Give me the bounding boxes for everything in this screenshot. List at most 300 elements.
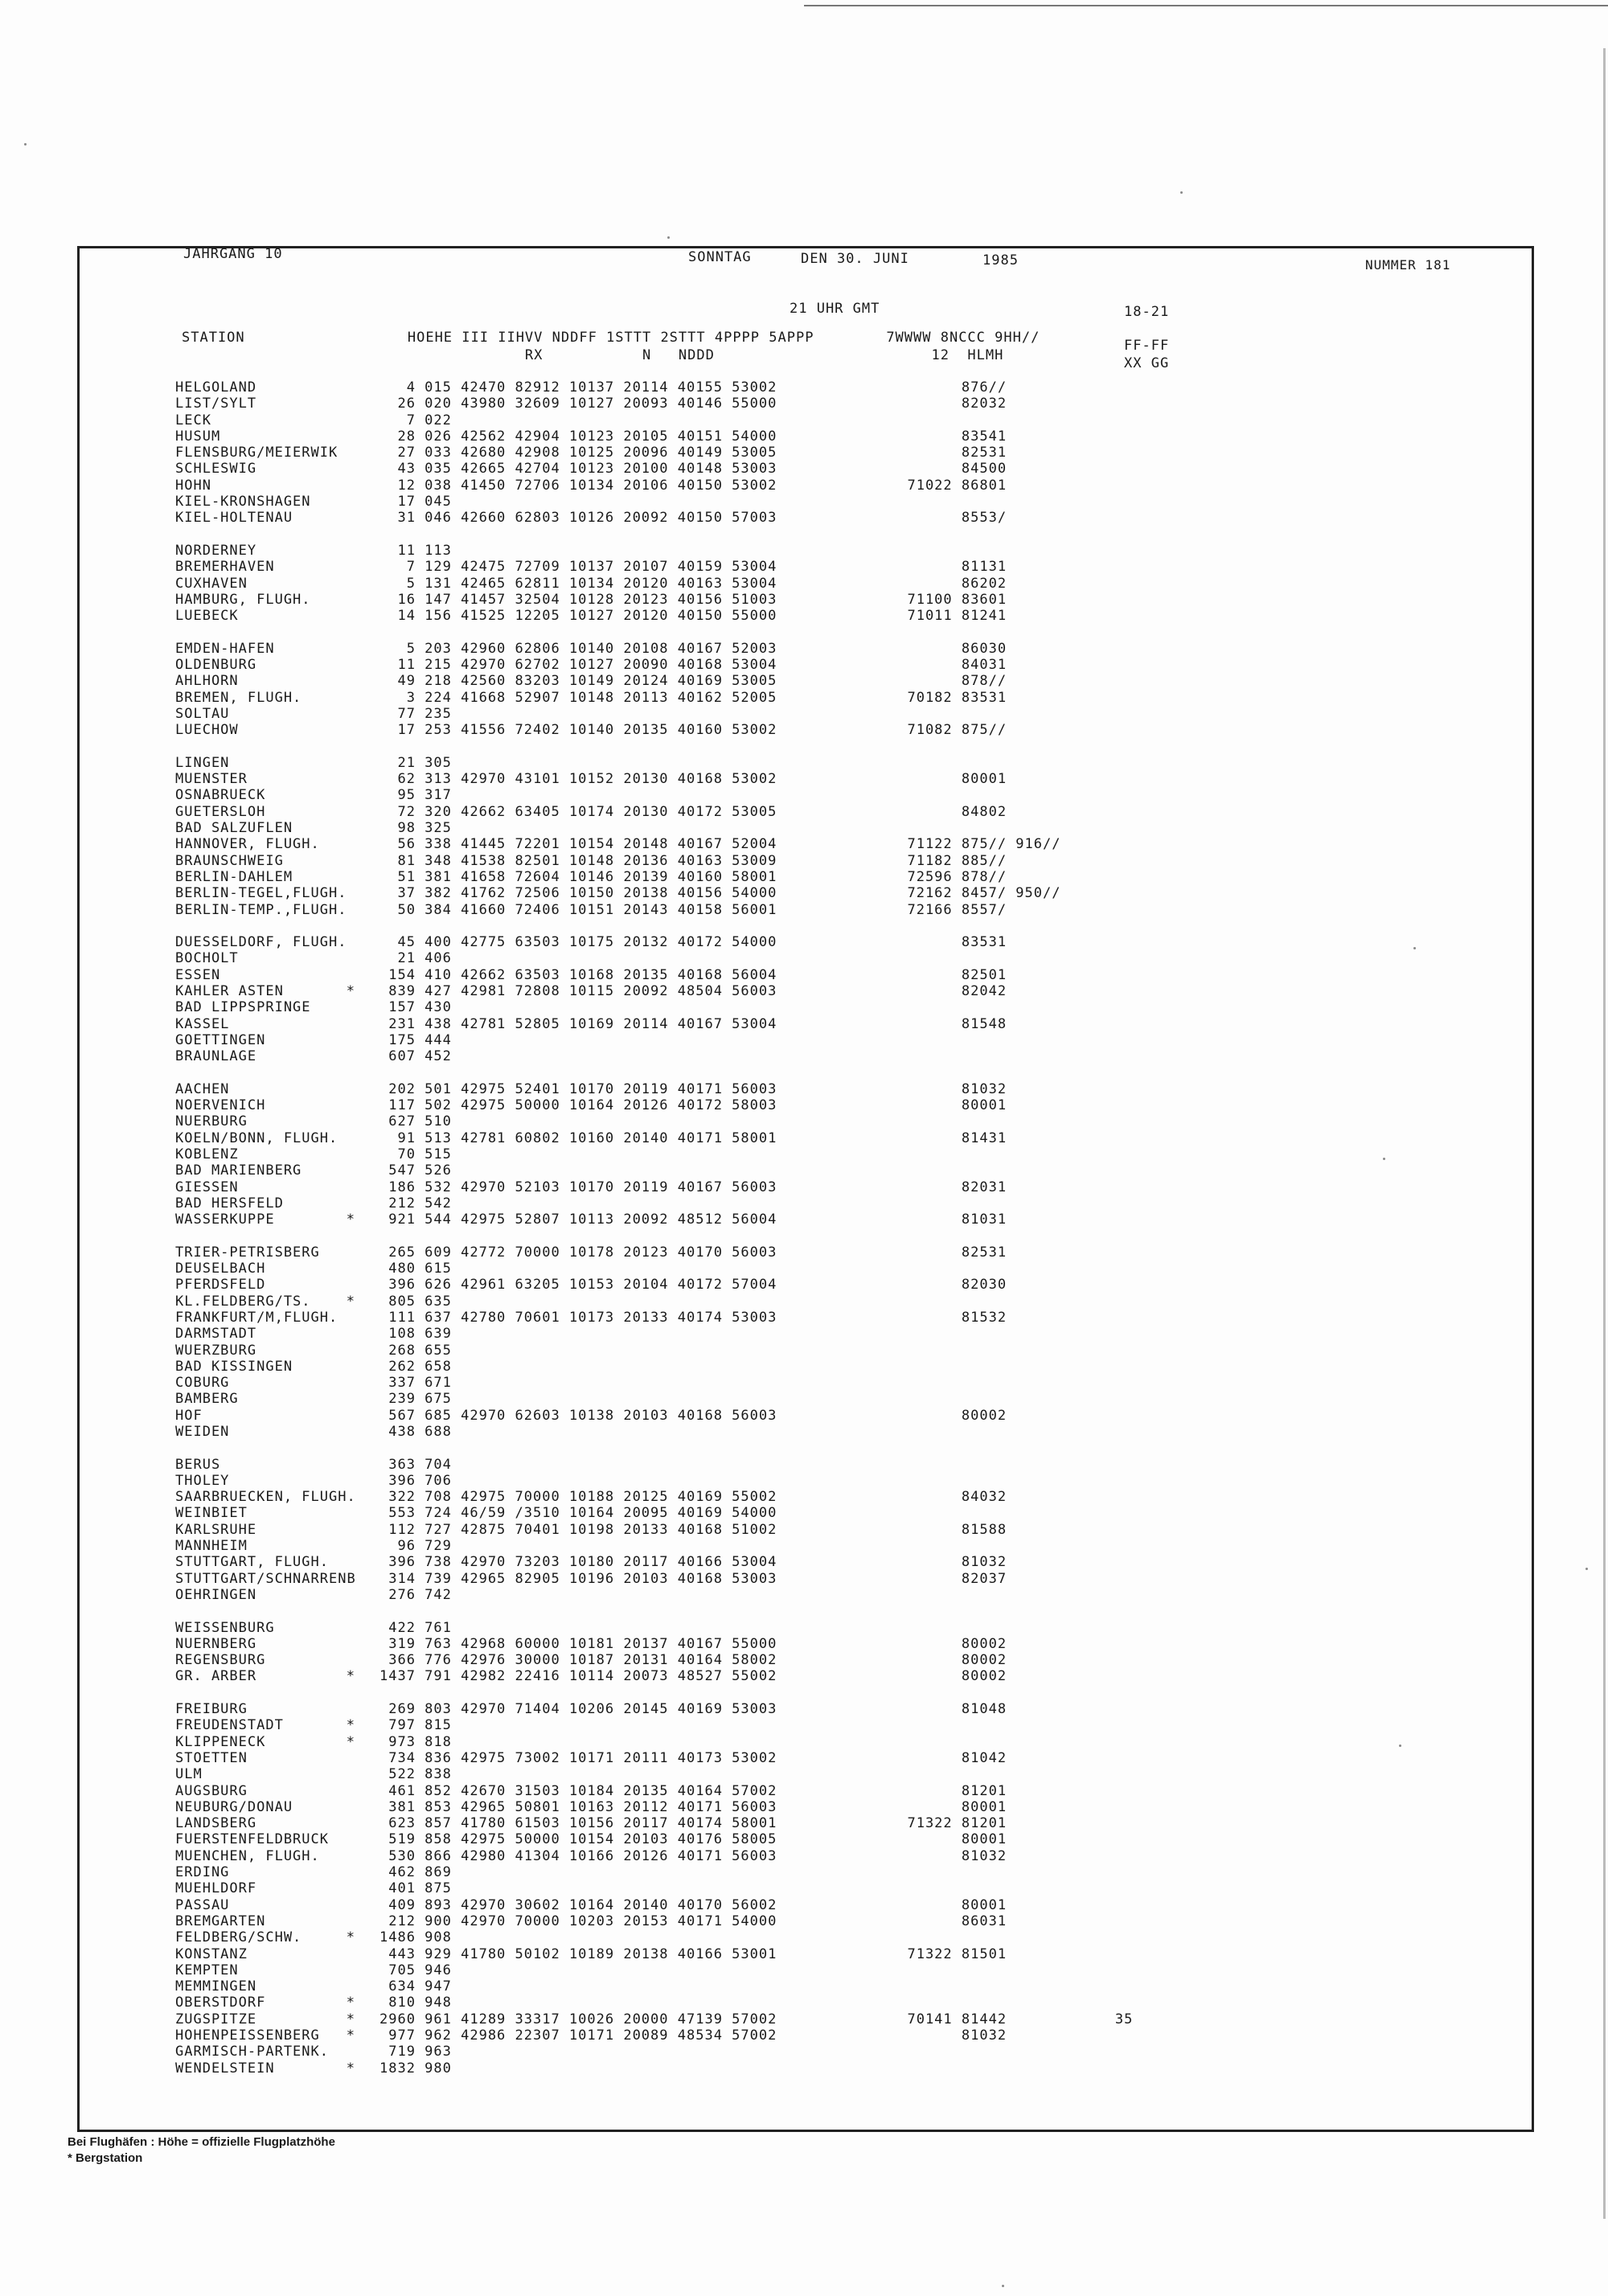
table-row	[175, 1897, 1462, 1913]
table-row	[175, 1113, 1462, 1130]
synop-code-groups: 5 131 42465 62811 10134 20120 40163 53004	[379, 575, 777, 592]
weekday-label: SONNTAG	[688, 249, 752, 265]
mountain-station-marker: *	[346, 2027, 355, 2044]
station-name: KONSTANZ	[175, 1945, 248, 1962]
station-name: WEISSENBURG	[175, 1619, 275, 1636]
synop-code-groups: 805 635	[379, 1293, 452, 1310]
station-name: FREUDENSTADT	[175, 1717, 284, 1734]
station-name: CUXHAVEN	[175, 575, 248, 592]
synop-code-groups: 2960 961 41289 33317 10026 20000 47139 57002	[379, 2011, 777, 2027]
station-name: MEMMINGEN	[175, 1978, 257, 1995]
station-name: HOF	[175, 1407, 203, 1424]
table-row	[175, 428, 1462, 445]
station-name: DUESSELDORF, FLUGH.	[175, 934, 347, 951]
supplementary-groups: 83541	[889, 428, 1007, 445]
period-label: 18-21	[1124, 304, 1170, 320]
supplementary-groups: 8553/	[889, 510, 1007, 527]
synop-code-groups: 7 022	[379, 412, 452, 428]
table-row	[175, 1424, 1462, 1440]
station-name: AACHEN	[175, 1080, 230, 1097]
station-name: FELDBERG/SCHW.	[175, 1929, 302, 1946]
station-name: BAMBERG	[175, 1391, 239, 1408]
synop-code-groups: 45 400 42775 63503 10175 20132 40172 54000	[379, 934, 777, 951]
synop-code-groups: 634 947	[379, 1978, 452, 1995]
supplementary-groups: 70141 81442 35	[889, 2011, 1134, 2027]
station-name: REGENSBURG	[175, 1652, 266, 1669]
station-name: BAD HERSFELD	[175, 1195, 284, 1212]
synop-code-groups: 77 235	[379, 705, 452, 722]
station-name: LUEBECK	[175, 608, 239, 625]
table-row	[175, 690, 1462, 706]
table-row	[175, 1734, 1462, 1750]
table-row	[175, 1864, 1462, 1880]
table-row	[175, 1913, 1462, 1929]
station-name: BREMGARTEN	[175, 1913, 266, 1929]
supplementary-groups: 81131	[889, 559, 1007, 576]
table-row	[175, 478, 1462, 494]
table-row	[175, 1554, 1462, 1570]
table-row	[175, 1522, 1462, 1538]
synop-code-groups: 108 639	[379, 1326, 452, 1343]
table-row	[175, 999, 1462, 1015]
synop-code-groups: 16 147 41457 32504 10128 20123 40156 51003	[379, 591, 777, 608]
synop-code-groups: 1486 908	[379, 1929, 452, 1946]
station-name: HELGOLAND	[175, 379, 257, 396]
synop-code-groups: 268 655	[379, 1342, 452, 1359]
table-row	[175, 1343, 1462, 1359]
station-name: PFERDSFELD	[175, 1277, 266, 1294]
table-row	[175, 1326, 1462, 1342]
synop-code-groups: 363 704	[379, 1456, 452, 1473]
supplementary-groups: 83531	[889, 934, 1007, 951]
group-separator	[175, 1603, 1462, 1619]
supplementary-groups: 81032	[889, 1847, 1007, 1864]
table-row	[175, 820, 1462, 836]
table-row	[175, 1701, 1462, 1717]
supplementary-groups: 81048	[889, 1701, 1007, 1718]
station-name: HOHENPEISSENBERG	[175, 2027, 320, 2044]
scan-speck	[1585, 1568, 1588, 1570]
supplementary-groups: 81032	[889, 2027, 1007, 2044]
station-name: EMDEN-HAFEN	[175, 640, 275, 657]
station-name: NOERVENICH	[175, 1097, 266, 1114]
table-row	[175, 396, 1462, 412]
synop-code-groups: 72 320 42662 63405 10174 20130 40172 53005	[379, 803, 777, 820]
synop-code-groups: 461 852 42670 31503 10184 20135 40164 57002	[379, 1782, 777, 1799]
table-row	[175, 706, 1462, 722]
synop-code-groups: 797 815	[379, 1717, 452, 1734]
supplementary-groups: 81532	[889, 1309, 1007, 1326]
column-header-right-1: FF-FF	[1124, 338, 1170, 354]
supplementary-groups: 80001	[889, 771, 1007, 788]
supplementary-groups: 71082 875//	[889, 722, 1007, 739]
station-name: FUERSTENFELDBRUCK	[175, 1831, 329, 1848]
synop-code-groups: 314 739 42965 82905 10196 20103 40168 53003	[379, 1570, 777, 1587]
table-row	[175, 771, 1462, 787]
table-row	[175, 1097, 1462, 1113]
synop-code-groups: 5 203 42960 62806 10140 20108 40167 52003	[379, 640, 777, 657]
station-name: HUSUM	[175, 428, 221, 445]
mountain-station-marker: *	[346, 1733, 355, 1750]
station-name: BRAUNLAGE	[175, 1048, 257, 1065]
station-name: BERLIN-TEGEL,FLUGH.	[175, 885, 347, 902]
mountain-station-marker: *	[346, 1293, 355, 1310]
synop-code-groups: 3 224 41668 52907 10148 20113 40162 52005	[379, 689, 777, 706]
synop-code-groups: 973 818	[379, 1733, 452, 1750]
supplementary-groups: 80002	[889, 1635, 1007, 1652]
supplementary-groups: 84032	[889, 1489, 1007, 1506]
synop-code-groups: 31 046 42660 62803 10126 20092 40150 57003	[379, 510, 777, 527]
supplementary-groups: 80002	[889, 1407, 1007, 1424]
station-name: MANNHEIM	[175, 1538, 248, 1555]
table-row	[175, 1146, 1462, 1162]
station-name: NUERNBERG	[175, 1635, 257, 1652]
supplementary-groups: 82037	[889, 1570, 1007, 1587]
station-name: LECK	[175, 412, 211, 428]
station-name: BAD MARIENBERG	[175, 1162, 302, 1179]
scan-speck	[1399, 1745, 1401, 1747]
synop-code-groups: 839 427 42981 72808 10115 20092 48504 56003	[379, 982, 777, 999]
synop-code-groups: 443 929 41780 50102 10189 20138 40166 53001	[379, 1945, 777, 1962]
table-row	[175, 1717, 1462, 1733]
station-name: STOETTEN	[175, 1749, 248, 1766]
station-name: BAD LIPPSPRINGE	[175, 999, 311, 1016]
table-row	[175, 1929, 1462, 1945]
station-name: KIEL-KRONSHAGEN	[175, 494, 311, 510]
synop-code-groups: 553 724 46/59 /3510 10164 20095 40169 54000	[379, 1505, 777, 1522]
supplementary-groups: 71100 83601	[889, 591, 1007, 608]
table-row	[175, 1391, 1462, 1407]
synop-code-groups: 7 129 42475 72709 10137 20107 40159 53004	[379, 559, 777, 576]
station-name: MUENSTER	[175, 771, 248, 788]
synop-code-groups: 212 900 42970 70000 10203 20153 40171 54000	[379, 1913, 777, 1929]
supplementary-groups: 82531	[889, 1244, 1007, 1261]
station-name: WENDELSTEIN	[175, 2060, 275, 2077]
table-row	[175, 1130, 1462, 1146]
synop-code-groups: 1832 980	[379, 2060, 452, 2077]
table-row	[175, 559, 1462, 575]
synop-code-groups: 154 410 42662 63503 10168 20135 40168 56004	[379, 966, 777, 983]
synop-code-groups: 262 658	[379, 1358, 452, 1375]
station-name: KASSEL	[175, 1015, 230, 1032]
station-name: GOETTINGEN	[175, 1031, 266, 1048]
synop-code-groups: 422 761	[379, 1619, 452, 1636]
synop-code-groups: 810 948	[379, 1995, 452, 2011]
station-name: ZUGSPITZE	[175, 2011, 257, 2027]
supplementary-groups: 71182 885//	[889, 852, 1007, 869]
synop-code-groups: 81 348 41538 82501 10148 20136 40163 53009	[379, 852, 777, 869]
station-name: BERUS	[175, 1456, 221, 1473]
table-row	[175, 1880, 1462, 1896]
synop-code-groups: 96 729	[379, 1538, 452, 1555]
synop-code-groups: 21 406	[379, 950, 452, 967]
synop-code-groups: 62 313 42970 43101 10152 20130 40168 53002	[379, 771, 777, 788]
table-row	[175, 1489, 1462, 1505]
station-name: MUEHLDORF	[175, 1880, 257, 1897]
station-name: LUECHOW	[175, 722, 239, 739]
station-name: GR. ARBER	[175, 1668, 257, 1685]
station-name: TRIER-PETRISBERG	[175, 1244, 320, 1261]
synop-code-groups: 567 685 42970 62603 10138 20103 40168 56003	[379, 1407, 777, 1424]
supplementary-groups: 71011 81241	[889, 608, 1007, 625]
table-row	[175, 755, 1462, 771]
scan-speck	[667, 236, 670, 239]
synop-code-groups: 14 156 41525 12205 10127 20120 40150 55000	[379, 608, 777, 625]
station-table-body	[175, 379, 1462, 2077]
station-name: NORDERNEY	[175, 542, 257, 559]
supplementary-groups: 86030	[889, 640, 1007, 657]
synop-code-groups: 95 317	[379, 787, 452, 804]
station-name: KOBLENZ	[175, 1146, 239, 1162]
table-row	[175, 2011, 1462, 2027]
synop-code-groups: 519 858 42975 50000 10154 20103 40176 58005	[379, 1831, 777, 1848]
table-row	[175, 869, 1462, 885]
table-row	[175, 787, 1462, 803]
station-name: FREIBURG	[175, 1701, 248, 1718]
synop-code-groups: 111 637 42780 70601 10173 20133 40174 53003	[379, 1309, 777, 1326]
synop-code-groups: 381 853 42965 50801 10163 20112 40171 56003	[379, 1798, 777, 1815]
supplementary-groups: 80001	[889, 1798, 1007, 1815]
synop-code-groups: 28 026 42562 42904 10123 20105 40151 54000	[379, 428, 777, 445]
station-name: GUETERSLOH	[175, 803, 266, 820]
synop-code-groups: 396 626 42961 63205 10153 20104 40172 57004	[379, 1277, 777, 1294]
table-row	[175, 641, 1462, 657]
synop-code-groups: 522 838	[379, 1766, 452, 1783]
table-row	[175, 1750, 1462, 1766]
synop-code-groups: 627 510	[379, 1113, 452, 1130]
supplementary-groups: 71322 81501	[889, 1945, 1007, 1962]
supplementary-groups: 876//	[889, 379, 1007, 396]
synop-code-groups: 11 113	[379, 542, 452, 559]
synop-code-groups: 202 501 42975 52401 10170 20119 40171 56003	[379, 1080, 777, 1097]
supplementary-groups: 80001	[889, 1896, 1007, 1913]
synop-code-groups: 70 515	[379, 1146, 452, 1162]
synop-code-groups: 27 033 42680 42908 10125 20096 40149 53005	[379, 445, 777, 461]
synop-code-groups: 186 532 42970 52103 10170 20119 40167 56003	[379, 1179, 777, 1195]
synop-code-groups: 43 035 42665 42704 10123 20100 40148 53003	[379, 461, 777, 478]
station-name: BERLIN-TEMP.,FLUGH.	[175, 901, 347, 918]
table-row	[175, 1815, 1462, 1831]
mountain-station-marker: *	[346, 982, 355, 999]
table-row	[175, 1783, 1462, 1799]
supplementary-groups: 86031	[889, 1913, 1007, 1929]
table-row	[175, 1162, 1462, 1179]
supplementary-groups: 81431	[889, 1130, 1007, 1146]
station-name: FLENSBURG/MEIERWIK	[175, 445, 338, 461]
table-row	[175, 2060, 1462, 2077]
synop-code-groups: 112 727 42875 70401 10198 20133 40168 51002	[379, 1521, 777, 1538]
synop-code-groups: 337 671	[379, 1375, 452, 1392]
station-name: BERLIN-DAHLEM	[175, 868, 293, 885]
station-name: KEMPTEN	[175, 1962, 239, 1978]
table-row	[175, 983, 1462, 999]
station-name: KL.FELDBERG/TS.	[175, 1293, 311, 1310]
station-name: PASSAU	[175, 1896, 230, 1913]
table-row	[175, 1261, 1462, 1277]
station-name: DEUSELBACH	[175, 1261, 266, 1277]
supplementary-groups: 81032	[889, 1554, 1007, 1571]
table-row	[175, 1195, 1462, 1212]
station-name: GIESSEN	[175, 1179, 239, 1195]
table-row	[175, 608, 1462, 624]
table-row	[175, 1375, 1462, 1391]
station-name: ESSEN	[175, 966, 221, 983]
station-name: OLDENBURG	[175, 657, 257, 674]
station-name: OSNABRUECK	[175, 787, 266, 804]
table-row	[175, 1016, 1462, 1032]
table-row	[175, 902, 1462, 918]
table-row	[175, 934, 1462, 950]
synop-code-groups: 719 963	[379, 2044, 452, 2060]
station-name: SAARBRUECKEN, FLUGH.	[175, 1489, 356, 1506]
supplementary-groups: 81548	[889, 1015, 1007, 1032]
mountain-station-marker: *	[346, 1995, 355, 2011]
group-separator	[175, 918, 1462, 934]
synop-code-groups: 480 615	[379, 1261, 452, 1277]
table-row	[175, 657, 1462, 673]
station-name: KLIPPENECK	[175, 1733, 266, 1750]
synop-code-groups: 396 738 42970 73203 10180 20117 40166 53004	[379, 1554, 777, 1571]
supplementary-groups: 72162 8457/ 950//	[889, 885, 1061, 902]
synop-code-groups: 396 706	[379, 1472, 452, 1489]
supplementary-groups: 80001	[889, 1831, 1007, 1848]
table-row	[175, 853, 1462, 869]
group-separator	[175, 527, 1462, 543]
supplementary-groups: 71122 875// 916//	[889, 836, 1061, 853]
table-row	[175, 379, 1462, 396]
synop-code-groups: 91 513 42781 60802 10160 20140 40171 58001	[379, 1130, 777, 1146]
synop-code-groups: 21 305	[379, 754, 452, 771]
synop-code-groups: 276 742	[379, 1586, 452, 1603]
table-row	[175, 1294, 1462, 1310]
supplementary-groups: 82032	[889, 396, 1007, 412]
supplementary-groups: 71022 86801	[889, 477, 1007, 494]
table-row	[175, 1032, 1462, 1048]
synop-code-groups: 366 776 42976 30000 10187 20131 40164 58002	[379, 1652, 777, 1669]
group-separator	[175, 1685, 1462, 1701]
synop-code-groups: 530 866 42980 41304 10166 20126 40171 56003	[379, 1847, 777, 1864]
synop-code-groups: 157 430	[379, 999, 452, 1016]
supplementary-groups: 84802	[889, 803, 1007, 820]
group-separator	[175, 739, 1462, 755]
supplementary-groups: 72166 8557/	[889, 901, 1007, 918]
table-row	[175, 836, 1462, 852]
station-name: STUTTGART, FLUGH.	[175, 1554, 329, 1571]
synop-code-groups: 921 544 42975 52807 10113 20092 48512 56004	[379, 1212, 777, 1228]
synop-code-groups: 12 038 41450 72706 10134 20106 40150 53002	[379, 477, 777, 494]
station-name: BOCHOLT	[175, 950, 239, 967]
supplementary-groups: 81042	[889, 1749, 1007, 1766]
date-label: DEN 30. JUNI	[801, 251, 909, 267]
table-row	[175, 1799, 1462, 1815]
station-name: FRANKFURT/M,FLUGH.	[175, 1309, 338, 1326]
station-name: NEUBURG/DONAU	[175, 1798, 293, 1815]
synop-code-groups: 269 803 42970 71404 10206 20145 40169 53003	[379, 1701, 777, 1718]
station-name: OBERSTDORF	[175, 1995, 266, 2011]
station-name: THOLEY	[175, 1472, 230, 1489]
table-row	[175, 1571, 1462, 1587]
supplementary-groups: 81201	[889, 1782, 1007, 1799]
table-row	[175, 1408, 1462, 1424]
table-row	[175, 543, 1462, 559]
supplementary-groups: 72596 878//	[889, 868, 1007, 885]
jahrgang-label: JAHRGANG 10	[183, 246, 283, 262]
table-row	[175, 885, 1462, 901]
table-row	[175, 673, 1462, 689]
synop-code-groups: 26 020 43980 32609 10127 20093 40146 55000	[379, 396, 777, 412]
scan-speck	[1413, 947, 1416, 949]
table-row	[175, 1831, 1462, 1847]
station-name: WUERZBURG	[175, 1342, 257, 1359]
supplementary-groups: 82501	[889, 966, 1007, 983]
table-row	[175, 461, 1462, 477]
synop-code-groups: 1437 791 42982 22416 10114 20073 48527 55002	[379, 1668, 777, 1685]
station-name: LIST/SYLT	[175, 396, 257, 412]
table-row	[175, 1620, 1462, 1636]
station-name: BREMERHAVEN	[175, 559, 275, 576]
station-name: BREMEN, FLUGH.	[175, 689, 302, 706]
supplementary-groups: 81032	[889, 1080, 1007, 1097]
mountain-station-marker: *	[346, 1717, 355, 1734]
table-row	[175, 494, 1462, 510]
group-separator	[175, 1064, 1462, 1080]
scan-speck	[1180, 191, 1183, 194]
synop-code-groups: 547 526	[379, 1162, 452, 1179]
table-row	[175, 1538, 1462, 1554]
column-header-line-1: STATION HOEHE III IIHVV NDDFF 1STTT 2STTT 4PPPP 5APPP 7WWWW 8NCCC 9HH//	[182, 330, 1040, 346]
group-separator	[175, 624, 1462, 640]
column-header-right-2: XX GG	[1124, 355, 1170, 371]
station-name: WEIDEN	[175, 1424, 230, 1440]
station-name: COBURG	[175, 1375, 230, 1392]
mountain-station-marker: *	[346, 1929, 355, 1946]
synop-code-groups: 607 452	[379, 1048, 452, 1065]
table-row	[175, 592, 1462, 608]
synop-code-groups: 734 836 42975 73002 10171 20111 40173 53002	[379, 1749, 777, 1766]
year-label: 1985	[982, 252, 1019, 269]
supplementary-groups: 70182 83531	[889, 689, 1007, 706]
supplementary-groups: 84031	[889, 657, 1007, 674]
observation-time: 21 UHR GMT	[790, 301, 880, 317]
footnote-mountain-station: * Bergstation	[68, 2151, 143, 2165]
supplementary-groups: 80002	[889, 1668, 1007, 1685]
table-row	[175, 1978, 1462, 1995]
scan-speck	[1383, 1158, 1385, 1160]
mountain-station-marker: *	[346, 1668, 355, 1685]
supplementary-groups: 82531	[889, 445, 1007, 461]
station-name: SOLTAU	[175, 705, 230, 722]
synop-code-groups: 265 609 42772 70000 10178 20123 40170 56003	[379, 1244, 777, 1261]
synop-code-groups: 231 438 42781 52805 10169 20114 40167 53004	[379, 1015, 777, 1032]
station-name: STUTTGART/SCHNARRENB	[175, 1570, 356, 1587]
station-name: GARMISCH-PARTENK.	[175, 2044, 329, 2060]
table-row	[175, 1179, 1462, 1195]
table-row	[175, 510, 1462, 526]
supplementary-groups: 81588	[889, 1521, 1007, 1538]
synop-code-groups: 17 045	[379, 494, 452, 510]
table-row	[175, 1359, 1462, 1375]
supplementary-groups: 82031	[889, 1179, 1007, 1195]
table-row	[175, 1962, 1462, 1978]
scan-speck	[24, 143, 27, 146]
table-row	[175, 1310, 1462, 1326]
synop-code-groups: 462 869	[379, 1864, 452, 1881]
supplementary-groups: 81031	[889, 1212, 1007, 1228]
station-name: WASSERKUPPE	[175, 1212, 275, 1228]
station-name: HAMBURG, FLUGH.	[175, 591, 311, 608]
group-separator	[175, 1228, 1462, 1244]
mountain-station-marker: *	[346, 1212, 355, 1228]
